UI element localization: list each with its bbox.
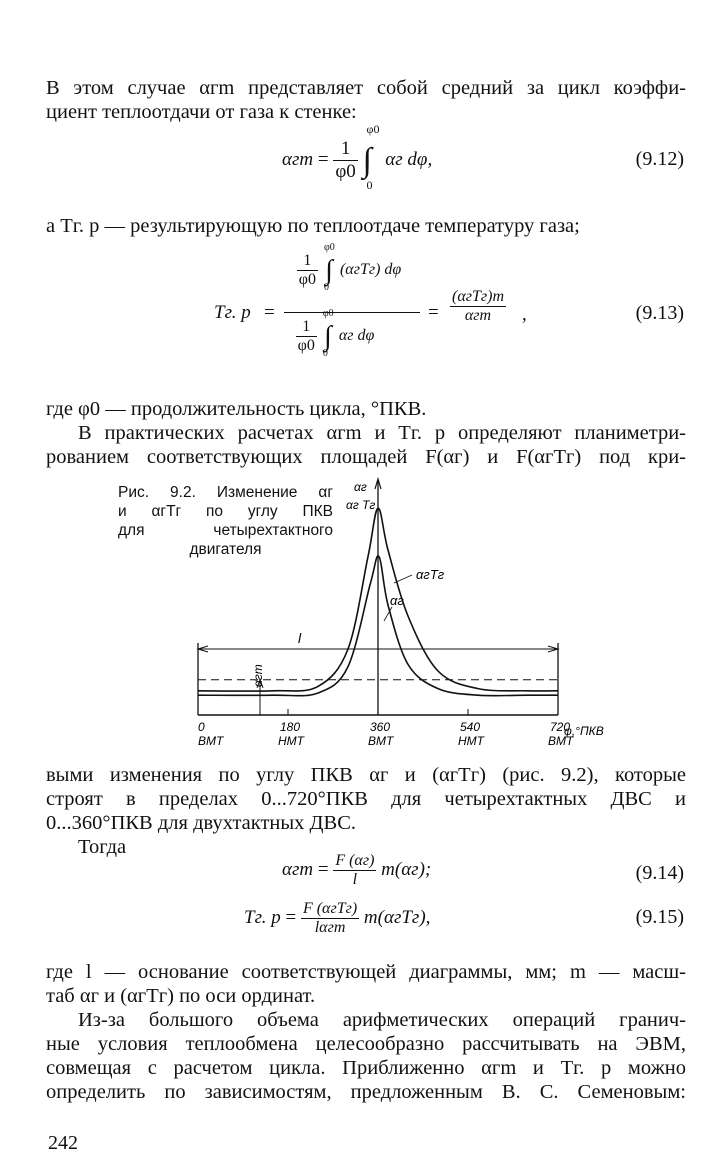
integral <box>362 121 381 192</box>
text-line: таб αг и (αгTг) по оси ординат. <box>46 985 316 1007</box>
eq-sign: = <box>285 906 297 928</box>
integral-upper: φ0 <box>366 121 380 136</box>
text-line: определить по зависимостям, предложенным В. С. Семеновым: <box>46 1081 686 1103</box>
x-tick-label: 180 <box>280 720 301 734</box>
equation-number: (9.15) <box>635 906 684 928</box>
big-fraction-bottom <box>280 307 390 359</box>
frac-num: F (αгTг) <box>302 900 358 917</box>
fraction <box>301 900 359 937</box>
integral-lower: 0 <box>322 347 328 359</box>
frac-den: φ0 <box>298 271 316 288</box>
page-number: 242 <box>48 1132 78 1154</box>
eq-tail: , <box>522 304 527 325</box>
integral-sign-icon: ∫ <box>324 320 332 352</box>
text-line: где l — основание соответствующей диаграммы, мм; m — масш- <box>46 961 686 983</box>
equation-number: (9.14) <box>635 862 684 884</box>
eq-lhs: αгm <box>282 148 314 170</box>
eq-integrand: αг dφ, <box>385 148 433 170</box>
text-line: 0...360°ПКВ для двухтактных ДВС. <box>46 812 356 834</box>
fraction <box>450 288 506 325</box>
equation-9-14 <box>282 852 431 889</box>
text-line: где φ0 — продолжительность цикла, °ПКВ. <box>46 398 427 420</box>
mean-label: αгm <box>251 664 265 687</box>
frac-num: (αгTг)m <box>452 288 504 305</box>
x-tick-sublabel: НМТ <box>458 734 484 748</box>
fraction <box>333 852 376 889</box>
text-line: Тогда <box>78 836 127 858</box>
text-line: циент теплоотдачи от газа к стенке: <box>46 101 357 123</box>
text-line: строят в пределах 0...720°ПКВ для четырехтактных ДВС и <box>46 788 686 810</box>
text-line: Из-за большого объема арифметических операций гранич- <box>78 1009 686 1031</box>
frac-den: lαгm <box>314 919 346 936</box>
fraction <box>333 138 357 183</box>
span-label: l <box>298 630 302 646</box>
integral-lower: 0 <box>366 177 373 192</box>
eq-integrand: (αгTг) dφ <box>339 261 402 279</box>
text-line: В этом случае αгm представляет собой средний за цикл коэффи- <box>46 77 686 99</box>
figure-chart <box>180 475 650 755</box>
integral-sign-icon: ∫ <box>362 141 372 179</box>
fraction-bar <box>284 312 420 313</box>
x-tick-label: 360 <box>370 720 391 734</box>
text-line: а Tг. р — результирующую по теплоотдаче температуру газа; <box>46 215 580 237</box>
x-tick-sublabel: ВМТ <box>548 734 574 748</box>
curve-label: αгTг <box>416 567 445 582</box>
equation-9-15 <box>244 900 430 937</box>
eq-tail: m(αгTг), <box>363 906 431 928</box>
eq-lhs: Tг. р <box>244 906 281 928</box>
caption-line: Рис. 9.2. Изменение αг <box>118 484 333 501</box>
equation-number: (9.12) <box>635 148 684 170</box>
text-line: В практических расчетах αгm и Tг. р определяют планиметри- <box>78 422 686 444</box>
equation-9-13 <box>214 241 534 374</box>
x-tick-sublabel: ВМТ <box>368 734 394 748</box>
frac-den: φ0 <box>335 161 356 182</box>
y-axis-label: αг Tг <box>346 498 376 512</box>
eq-sign: = <box>264 302 275 323</box>
y-axis-label: αг <box>354 480 367 494</box>
x-tick-label: 540 <box>460 720 481 734</box>
eq-integrand: αг dφ <box>338 327 375 345</box>
text-line: совмещая с расчетом цикла. Приближенно αгm и Tг. р можно <box>46 1057 686 1079</box>
text-line: рованием соответствующих площадей F(αг) и F(αгTг) под кри- <box>46 446 686 468</box>
text-line: выми изменения по углу ПКВ αг и (αгTг) (рис. 9.2), которые <box>46 764 686 786</box>
eq-lhs: Tг. р <box>214 302 251 323</box>
eq-sign: = <box>428 302 439 323</box>
integral-lower: 0 <box>323 281 329 293</box>
eq-lhs: αгm <box>282 858 314 880</box>
eq-tail: m(αг); <box>381 858 432 880</box>
eq-sign: = <box>317 858 329 880</box>
curve-label: αг <box>390 593 404 608</box>
frac-den: φ0 <box>297 337 315 354</box>
integral-upper: φ0 <box>322 307 334 319</box>
frac-num: 1 <box>297 252 318 271</box>
equation-number: (9.13) <box>635 302 684 324</box>
frac-num: 1 <box>296 318 317 337</box>
x-tick-sublabel: НМТ <box>278 734 304 748</box>
eq-sign: = <box>317 148 329 170</box>
x-tick-label: 720 <box>550 720 571 734</box>
frac-num: 1 <box>333 138 357 161</box>
equation-9-12 <box>282 121 433 192</box>
frac-den: l <box>352 871 358 888</box>
caption-line: и αгTг по углу ПКВ <box>118 503 333 520</box>
x-tick-sublabel: ВМТ <box>198 734 224 748</box>
x-tick-label: 0 <box>198 720 205 734</box>
caption-line: двигателя <box>189 541 262 558</box>
big-fraction-top <box>280 241 418 293</box>
caption-line: для четырехтактного <box>118 522 333 539</box>
frac-den: αгm <box>464 307 492 324</box>
frac-num: F (αг) <box>335 852 375 869</box>
integral-upper: φ0 <box>323 241 335 253</box>
integral-sign-icon: ∫ <box>325 254 333 286</box>
text-line: ные условия теплообмена целесообразно рассчитывать на ЭВМ, <box>46 1033 686 1055</box>
x-axis-unit: φ,°ПКВ <box>564 724 604 738</box>
